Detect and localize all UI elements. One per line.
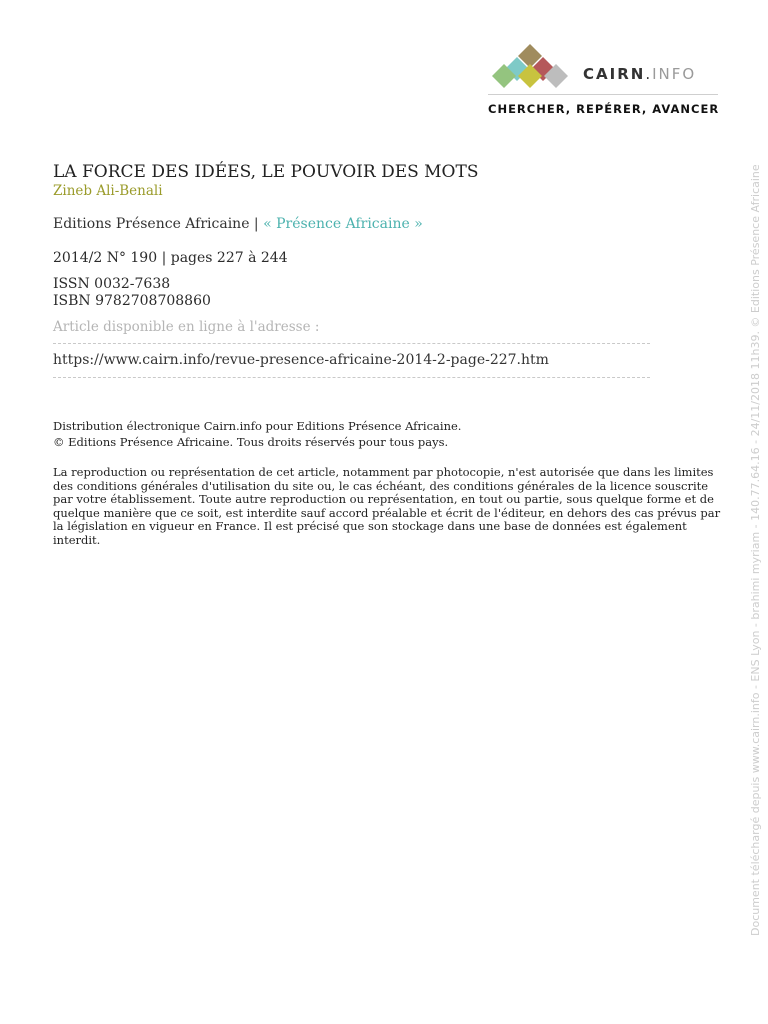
cairn-diamonds-icon bbox=[486, 40, 568, 92]
article-url-link[interactable]: https://www.cairn.info/revue-presence-africaine-2014-2-page-227.htm bbox=[53, 352, 549, 368]
url-divider-top bbox=[53, 343, 650, 344]
brand-tld: INFO bbox=[652, 65, 697, 83]
publisher-name: Editions Présence Africaine | bbox=[53, 216, 264, 232]
legal-notice: La reproduction ou représentation de cet article, notamment par photocopie, n'est autorisée que dans les limites des conditions générales d'utilisation du site ou, le cas échéant, des conditions générales de la licence souscrite par votre établissement. Toute autre reproduction ou représentation, en tout ou partie, sous quelque forme et de quelque manière que ce soit, est interdite sauf accord préalable et écrit de l'éditeur, en dehors des cas prévus par la législation en vigueur en France. Il est précisé que son stockage dans une base de données est également interdit. bbox=[53, 465, 721, 547]
brand-dot: . bbox=[645, 65, 653, 83]
copyright-line: © Editions Présence Africaine. Tous droits réservés pour tous pays. bbox=[53, 435, 449, 449]
article-title: LA FORCE DES IDÉES, LE POUVOIR DES MOTS bbox=[53, 162, 479, 182]
logo-divider bbox=[488, 94, 718, 95]
publisher-line bbox=[53, 216, 423, 232]
cairn-logo[interactable] bbox=[486, 40, 726, 120]
issn: ISSN 0032-7638 bbox=[53, 276, 171, 292]
article-author[interactable]: Zineb Ali-Benali bbox=[53, 183, 163, 199]
brand-name: CAIRN bbox=[583, 65, 646, 83]
cairn-brand bbox=[583, 65, 696, 83]
distribution-notice bbox=[53, 418, 461, 450]
distribution-line: Distribution électronique Cairn.info pour Editions Présence Africaine. bbox=[53, 419, 462, 433]
issue-info: 2014/2 N° 190 | pages 227 à 244 bbox=[53, 250, 288, 266]
isbn: ISBN 9782708708860 bbox=[53, 293, 211, 309]
logo-tagline: CHERCHER, REPÉRER, AVANCER bbox=[488, 102, 720, 116]
available-online-label: Article disponible en ligne à l'adresse : bbox=[53, 319, 320, 335]
url-divider-bottom bbox=[53, 377, 650, 378]
journal-link[interactable]: « Présence Africaine » bbox=[263, 216, 423, 232]
download-watermark: Document téléchargé depuis www.cairn.info - ENS Lyon - brahimi myriam - 140.77.64.16 - 24/11/2018 11h39. © Editions Présence Africaine bbox=[749, 164, 762, 936]
